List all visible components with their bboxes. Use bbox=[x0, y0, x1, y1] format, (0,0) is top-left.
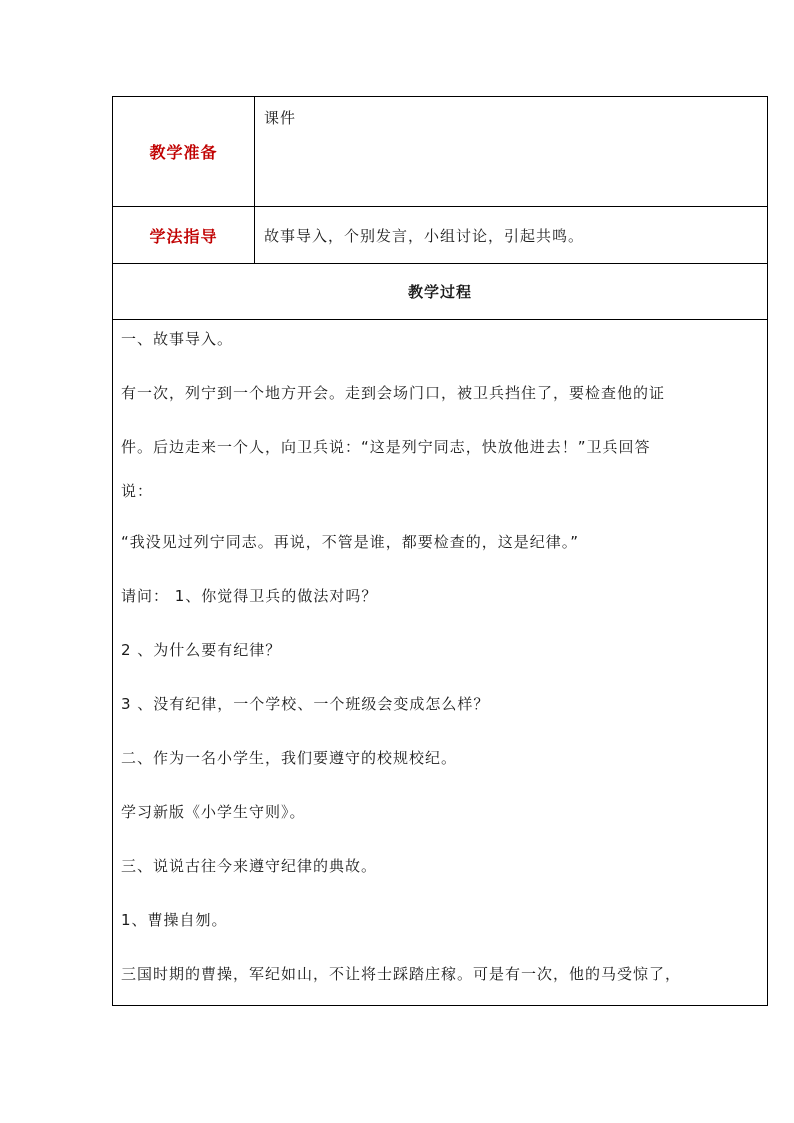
table-row-teaching-preparation bbox=[113, 97, 767, 207]
content-line: 请问： 1、你觉得卫兵的做法对吗？ bbox=[121, 587, 378, 605]
content-line: 一、故事导入。 bbox=[121, 330, 234, 348]
teaching-preparation-label: 教学准备 bbox=[113, 97, 255, 206]
content-line: “我没见过列宁同志。再说，不管是谁，都要检查的，这是纪律。” bbox=[121, 533, 580, 551]
content-line: 3 、没有纪律，一个学校、一个班级会变成怎么样？ bbox=[121, 695, 490, 713]
content-line: 三国时期的曹操，军纪如山，不让将士踩踏庄稼。可是有一次，他的马受惊了， bbox=[121, 965, 682, 983]
content-line: 1、曹操自刎。 bbox=[121, 911, 228, 929]
content-line: 学习新版《小学生守则》。 bbox=[121, 803, 306, 821]
teaching-process-content bbox=[121, 320, 765, 1006]
content-line: 二、作为一名小学生，我们要遵守的校规校纪。 bbox=[121, 749, 458, 767]
table-row-learning-method bbox=[113, 207, 767, 264]
learning-method-label: 学法指导 bbox=[113, 207, 255, 263]
content-line: 说： bbox=[121, 482, 154, 500]
table-row-teaching-process bbox=[113, 264, 767, 320]
content-line: 有一次，列宁到一个地方开会。走到会场门口，被卫兵挡住了，要检查他的证 bbox=[121, 384, 666, 402]
content-line: 2 、为什么要有纪律？ bbox=[121, 641, 282, 659]
learning-method-value: 故事导入，个别发言，小组讨论，引起共鸣。 bbox=[264, 226, 585, 245]
teaching-preparation-value: 课件 bbox=[264, 109, 297, 127]
content-line: 件。后边走来一个人，向卫兵说：“这是列宁同志，快放他进去！”卫兵回答 bbox=[121, 438, 651, 456]
content-line: 三、说说古往今来遵守纪律的典故。 bbox=[121, 857, 378, 875]
lesson-plan-table bbox=[112, 96, 768, 1006]
teaching-process-heading: 教学过程 bbox=[407, 283, 472, 301]
